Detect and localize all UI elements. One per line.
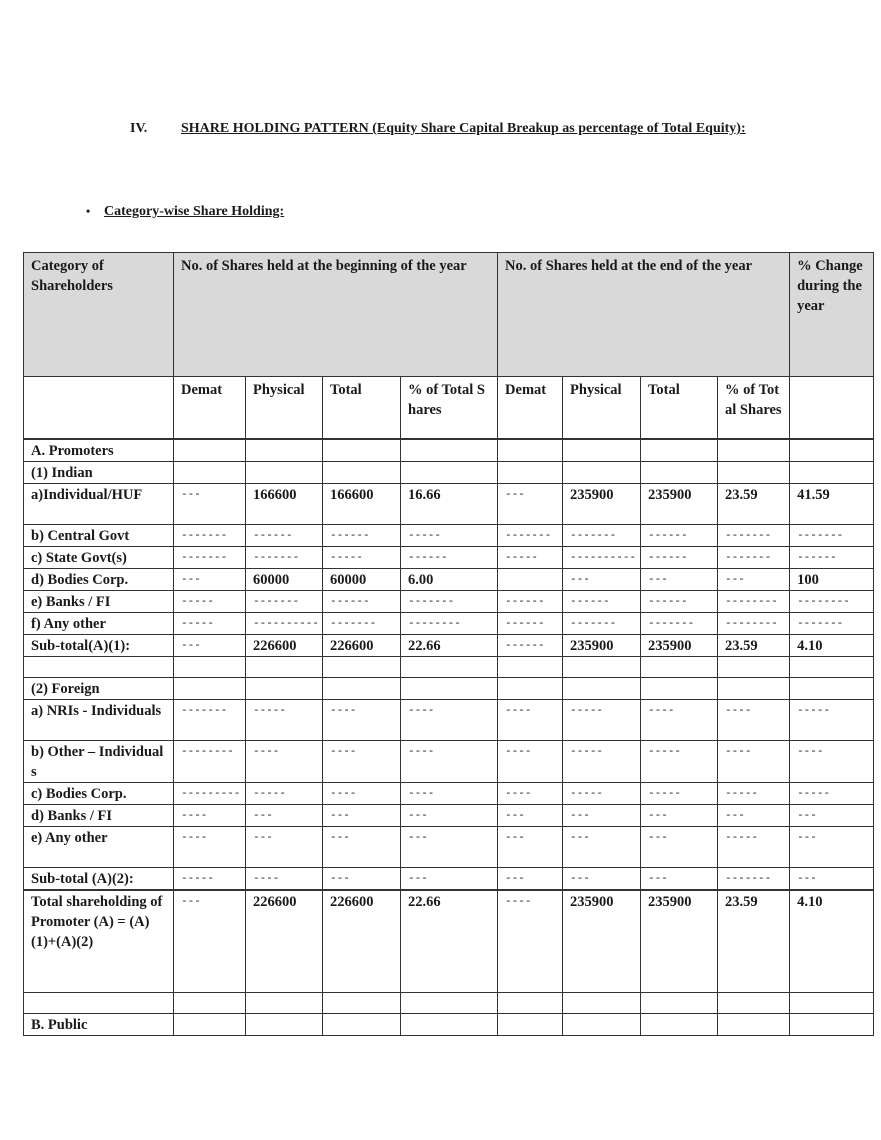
table-row bbox=[24, 439, 874, 462]
cell-end-physical: ------ bbox=[563, 591, 641, 613]
cell-percent-change: 41.59 bbox=[790, 484, 874, 525]
cell-end-physical: --- bbox=[563, 827, 641, 868]
cell-end-physical bbox=[563, 678, 641, 700]
table-row bbox=[24, 783, 874, 805]
cell-percent-change bbox=[790, 1014, 874, 1036]
row-category: Total shareholding of Promoter (A) = (A)(1)+(A)(2) bbox=[24, 890, 174, 993]
cell-begin-demat: --- bbox=[174, 484, 246, 525]
cell-end-physical: ------- bbox=[563, 525, 641, 547]
cell-end-percent: ------- bbox=[718, 868, 790, 891]
cell-end-percent: ----- bbox=[718, 827, 790, 868]
cell-end-total: 235900 bbox=[641, 890, 718, 993]
cell-end-percent bbox=[718, 462, 790, 484]
cell-begin-demat bbox=[174, 678, 246, 700]
cell-end-percent bbox=[718, 657, 790, 678]
table-row bbox=[24, 868, 874, 891]
cell-end-demat: ----- bbox=[498, 547, 563, 569]
cell-end-demat: --- bbox=[498, 868, 563, 891]
header-begin-total: Total bbox=[323, 377, 401, 440]
cell-begin-physical: ---------- bbox=[246, 613, 323, 635]
cell-end-demat bbox=[498, 678, 563, 700]
cell-begin-demat: --- bbox=[174, 635, 246, 657]
header-end-demat: Demat bbox=[498, 377, 563, 440]
cell-begin-total bbox=[323, 462, 401, 484]
table-row bbox=[24, 805, 874, 827]
cell-begin-percent bbox=[401, 657, 498, 678]
header-end-of-year: No. of Shares held at the end of the year bbox=[498, 253, 790, 377]
cell-percent-change: 4.10 bbox=[790, 635, 874, 657]
cell-end-demat bbox=[498, 569, 563, 591]
cell-begin-physical: ------- bbox=[246, 547, 323, 569]
cell-end-demat bbox=[498, 439, 563, 462]
header-percent-change: % Change during the year bbox=[790, 253, 874, 377]
cell-begin-total bbox=[323, 439, 401, 462]
cell-begin-percent bbox=[401, 993, 498, 1014]
cell-end-physical bbox=[563, 1014, 641, 1036]
cell-end-total: ---- bbox=[641, 700, 718, 741]
cell-begin-percent: 16.66 bbox=[401, 484, 498, 525]
cell-begin-percent: --- bbox=[401, 827, 498, 868]
cell-percent-change: ---- bbox=[790, 741, 874, 783]
cell-end-demat: ------- bbox=[498, 525, 563, 547]
cell-end-percent bbox=[718, 439, 790, 462]
row-category bbox=[24, 993, 174, 1014]
header-blank bbox=[24, 377, 174, 440]
cell-percent-change: ------- bbox=[790, 613, 874, 635]
table-row bbox=[24, 525, 874, 547]
cell-begin-demat: --- bbox=[174, 890, 246, 993]
row-category: Sub-total(A)(1): bbox=[24, 635, 174, 657]
row-category: b) Other – Individuals bbox=[24, 741, 174, 783]
cell-begin-percent: ------ bbox=[401, 547, 498, 569]
cell-end-total: 235900 bbox=[641, 484, 718, 525]
cell-begin-physical: 166600 bbox=[246, 484, 323, 525]
header-row-columns bbox=[24, 377, 874, 440]
cell-percent-change: ----- bbox=[790, 783, 874, 805]
cell-begin-percent bbox=[401, 1014, 498, 1036]
table-row bbox=[24, 993, 874, 1014]
cell-begin-demat: ---- bbox=[174, 827, 246, 868]
cell-begin-percent: ---- bbox=[401, 741, 498, 783]
cell-begin-physical bbox=[246, 657, 323, 678]
cell-begin-percent bbox=[401, 439, 498, 462]
cell-end-total: 235900 bbox=[641, 635, 718, 657]
cell-begin-percent: --- bbox=[401, 805, 498, 827]
cell-end-percent: -------- bbox=[718, 591, 790, 613]
cell-end-percent: ------- bbox=[718, 547, 790, 569]
cell-end-total: --- bbox=[641, 569, 718, 591]
bullet-icon: • bbox=[86, 204, 91, 218]
header-change-blank bbox=[790, 377, 874, 440]
header-end-physical: Physical bbox=[563, 377, 641, 440]
cell-end-percent: --- bbox=[718, 569, 790, 591]
cell-percent-change: -------- bbox=[790, 591, 874, 613]
cell-begin-percent: -------- bbox=[401, 613, 498, 635]
cell-end-physical: --- bbox=[563, 569, 641, 591]
cell-begin-percent: 22.66 bbox=[401, 890, 498, 993]
row-category: e) Banks / FI bbox=[24, 591, 174, 613]
cell-begin-demat: ------- bbox=[174, 525, 246, 547]
table-row bbox=[24, 569, 874, 591]
cell-begin-total bbox=[323, 657, 401, 678]
cell-end-percent: 23.59 bbox=[718, 890, 790, 993]
cell-end-physical: 235900 bbox=[563, 890, 641, 993]
table-row bbox=[24, 741, 874, 783]
cell-end-percent bbox=[718, 993, 790, 1014]
row-category: d) Banks / FI bbox=[24, 805, 174, 827]
cell-end-demat: ------ bbox=[498, 591, 563, 613]
cell-end-physical bbox=[563, 439, 641, 462]
cell-end-total bbox=[641, 657, 718, 678]
cell-end-percent: ----- bbox=[718, 783, 790, 805]
table-row bbox=[24, 591, 874, 613]
cell-begin-physical bbox=[246, 993, 323, 1014]
cell-end-demat: ---- bbox=[498, 890, 563, 993]
cell-begin-demat: ------- bbox=[174, 547, 246, 569]
cell-percent-change: --- bbox=[790, 827, 874, 868]
cell-begin-physical bbox=[246, 678, 323, 700]
row-category: B. Public bbox=[24, 1014, 174, 1036]
cell-end-demat: ------ bbox=[498, 635, 563, 657]
cell-end-demat bbox=[498, 993, 563, 1014]
row-category: A. Promoters bbox=[24, 439, 174, 462]
cell-begin-physical bbox=[246, 1014, 323, 1036]
cell-begin-total: ---- bbox=[323, 783, 401, 805]
cell-end-total: ----- bbox=[641, 783, 718, 805]
cell-end-demat bbox=[498, 1014, 563, 1036]
cell-begin-physical: --- bbox=[246, 805, 323, 827]
header-end-percent: % of Total Shares bbox=[718, 377, 790, 440]
header-category: Category of Shareholders bbox=[24, 253, 174, 377]
row-category: b) Central Govt bbox=[24, 525, 174, 547]
cell-end-demat bbox=[498, 462, 563, 484]
row-category: a)Individual/HUF bbox=[24, 484, 174, 525]
cell-percent-change: --- bbox=[790, 868, 874, 891]
cell-begin-demat: --------- bbox=[174, 783, 246, 805]
cell-begin-total: ---- bbox=[323, 700, 401, 741]
table-row bbox=[24, 657, 874, 678]
cell-end-total: ----- bbox=[641, 741, 718, 783]
table-row bbox=[24, 890, 874, 993]
cell-percent-change bbox=[790, 462, 874, 484]
cell-begin-total: ------ bbox=[323, 591, 401, 613]
section-number: IV. bbox=[130, 121, 148, 136]
cell-begin-total: ---- bbox=[323, 741, 401, 783]
cell-end-demat: --- bbox=[498, 484, 563, 525]
cell-percent-change: ----- bbox=[790, 700, 874, 741]
cell-begin-total: ------ bbox=[323, 525, 401, 547]
cell-begin-percent: ---- bbox=[401, 783, 498, 805]
cell-begin-total: ------- bbox=[323, 613, 401, 635]
cell-begin-demat bbox=[174, 657, 246, 678]
cell-begin-physical: ------ bbox=[246, 525, 323, 547]
cell-end-total: ------ bbox=[641, 591, 718, 613]
header-begin-demat: Demat bbox=[174, 377, 246, 440]
cell-percent-change: --- bbox=[790, 805, 874, 827]
cell-begin-demat: ---- bbox=[174, 805, 246, 827]
cell-begin-percent bbox=[401, 678, 498, 700]
cell-begin-total: 60000 bbox=[323, 569, 401, 591]
share-holding-table bbox=[23, 252, 874, 1036]
cell-begin-total bbox=[323, 678, 401, 700]
row-category: e) Any other bbox=[24, 827, 174, 868]
cell-percent-change: 4.10 bbox=[790, 890, 874, 993]
cell-begin-percent: --- bbox=[401, 868, 498, 891]
cell-end-demat: ---- bbox=[498, 783, 563, 805]
cell-begin-physical: ----- bbox=[246, 783, 323, 805]
cell-begin-demat: ------- bbox=[174, 700, 246, 741]
cell-end-physical: 235900 bbox=[563, 484, 641, 525]
cell-end-demat: ---- bbox=[498, 700, 563, 741]
cell-begin-physical: 60000 bbox=[246, 569, 323, 591]
cell-end-physical bbox=[563, 993, 641, 1014]
cell-begin-demat: ----- bbox=[174, 613, 246, 635]
cell-begin-percent: ---- bbox=[401, 700, 498, 741]
cell-begin-percent: ------- bbox=[401, 591, 498, 613]
table-row bbox=[24, 700, 874, 741]
cell-begin-physical: --- bbox=[246, 827, 323, 868]
cell-end-total bbox=[641, 993, 718, 1014]
cell-begin-demat: -------- bbox=[174, 741, 246, 783]
cell-begin-physical bbox=[246, 439, 323, 462]
subsection-heading bbox=[86, 201, 284, 222]
cell-begin-physical: ---- bbox=[246, 741, 323, 783]
section-title: SHARE HOLDING PATTERN (Equity Share Capital Breakup as percentage of Total Equity): bbox=[181, 121, 746, 136]
cell-begin-demat bbox=[174, 439, 246, 462]
cell-begin-total: --- bbox=[323, 805, 401, 827]
cell-begin-total: 166600 bbox=[323, 484, 401, 525]
row-category: c) Bodies Corp. bbox=[24, 783, 174, 805]
cell-end-percent bbox=[718, 678, 790, 700]
cell-end-physical: ----- bbox=[563, 741, 641, 783]
cell-end-demat: --- bbox=[498, 827, 563, 868]
cell-end-demat: ------ bbox=[498, 613, 563, 635]
cell-begin-demat bbox=[174, 462, 246, 484]
cell-end-total: ------- bbox=[641, 613, 718, 635]
cell-end-percent: ---- bbox=[718, 741, 790, 783]
cell-begin-total: 226600 bbox=[323, 635, 401, 657]
cell-begin-demat: ----- bbox=[174, 591, 246, 613]
cell-end-percent: 23.59 bbox=[718, 484, 790, 525]
cell-begin-physical bbox=[246, 462, 323, 484]
cell-end-total bbox=[641, 678, 718, 700]
cell-end-percent: ------- bbox=[718, 525, 790, 547]
cell-begin-physical: ------- bbox=[246, 591, 323, 613]
cell-end-physical: --- bbox=[563, 805, 641, 827]
cell-percent-change bbox=[790, 657, 874, 678]
row-category: d) Bodies Corp. bbox=[24, 569, 174, 591]
cell-end-demat bbox=[498, 657, 563, 678]
header-begin-physical: Physical bbox=[246, 377, 323, 440]
cell-begin-physical: 226600 bbox=[246, 890, 323, 993]
cell-end-percent: --- bbox=[718, 805, 790, 827]
cell-percent-change: ------ bbox=[790, 547, 874, 569]
cell-end-percent: 23.59 bbox=[718, 635, 790, 657]
cell-end-physical: ------- bbox=[563, 613, 641, 635]
cell-begin-percent: 6.00 bbox=[401, 569, 498, 591]
cell-begin-percent: ----- bbox=[401, 525, 498, 547]
row-category: a) NRIs - Individuals bbox=[24, 700, 174, 741]
cell-end-total: --- bbox=[641, 827, 718, 868]
row-category: Sub-total (A)(2): bbox=[24, 868, 174, 891]
cell-begin-total bbox=[323, 993, 401, 1014]
row-category: f) Any other bbox=[24, 613, 174, 635]
cell-end-demat: ---- bbox=[498, 741, 563, 783]
cell-begin-physical: 226600 bbox=[246, 635, 323, 657]
cell-end-percent: ---- bbox=[718, 700, 790, 741]
cell-end-physical: ----- bbox=[563, 700, 641, 741]
cell-begin-total bbox=[323, 1014, 401, 1036]
table-row bbox=[24, 462, 874, 484]
cell-begin-demat: ----- bbox=[174, 868, 246, 891]
cell-begin-demat: --- bbox=[174, 569, 246, 591]
cell-begin-physical: ---- bbox=[246, 868, 323, 891]
cell-percent-change bbox=[790, 678, 874, 700]
cell-end-physical bbox=[563, 657, 641, 678]
cell-end-total: ------ bbox=[641, 525, 718, 547]
cell-begin-percent bbox=[401, 462, 498, 484]
cell-begin-percent: 22.66 bbox=[401, 635, 498, 657]
cell-end-physical bbox=[563, 462, 641, 484]
cell-percent-change bbox=[790, 439, 874, 462]
table-row bbox=[24, 635, 874, 657]
cell-begin-total: --- bbox=[323, 827, 401, 868]
table-row bbox=[24, 678, 874, 700]
cell-end-physical: ---------- bbox=[563, 547, 641, 569]
row-category: c) State Govt(s) bbox=[24, 547, 174, 569]
cell-begin-total: ----- bbox=[323, 547, 401, 569]
row-category bbox=[24, 657, 174, 678]
table-row bbox=[24, 1014, 874, 1036]
table-row bbox=[24, 827, 874, 868]
cell-end-total bbox=[641, 439, 718, 462]
cell-end-physical: ----- bbox=[563, 783, 641, 805]
cell-percent-change: 100 bbox=[790, 569, 874, 591]
cell-begin-physical: ----- bbox=[246, 700, 323, 741]
cell-begin-demat bbox=[174, 993, 246, 1014]
cell-end-total: --- bbox=[641, 805, 718, 827]
table-row bbox=[24, 613, 874, 635]
header-end-total: Total bbox=[641, 377, 718, 440]
cell-end-total: ------ bbox=[641, 547, 718, 569]
cell-end-physical: --- bbox=[563, 868, 641, 891]
cell-end-demat: --- bbox=[498, 805, 563, 827]
cell-end-total: --- bbox=[641, 868, 718, 891]
cell-end-percent bbox=[718, 1014, 790, 1036]
row-category: (2) Foreign bbox=[24, 678, 174, 700]
cell-begin-demat bbox=[174, 1014, 246, 1036]
table-row bbox=[24, 484, 874, 525]
cell-percent-change bbox=[790, 993, 874, 1014]
cell-end-total bbox=[641, 462, 718, 484]
cell-end-physical: 235900 bbox=[563, 635, 641, 657]
cell-begin-total: 226600 bbox=[323, 890, 401, 993]
table-row bbox=[24, 547, 874, 569]
cell-end-percent: -------- bbox=[718, 613, 790, 635]
header-begin-percent: % of Total Shares bbox=[401, 377, 498, 440]
subsection-title: Category-wise Share Holding: bbox=[104, 204, 285, 219]
header-beginning-of-year: No. of Shares held at the beginning of the year bbox=[174, 253, 498, 377]
cell-begin-total: --- bbox=[323, 868, 401, 891]
header-row-groups bbox=[24, 253, 874, 377]
cell-percent-change: ------- bbox=[790, 525, 874, 547]
row-category: (1) Indian bbox=[24, 462, 174, 484]
cell-end-total bbox=[641, 1014, 718, 1036]
